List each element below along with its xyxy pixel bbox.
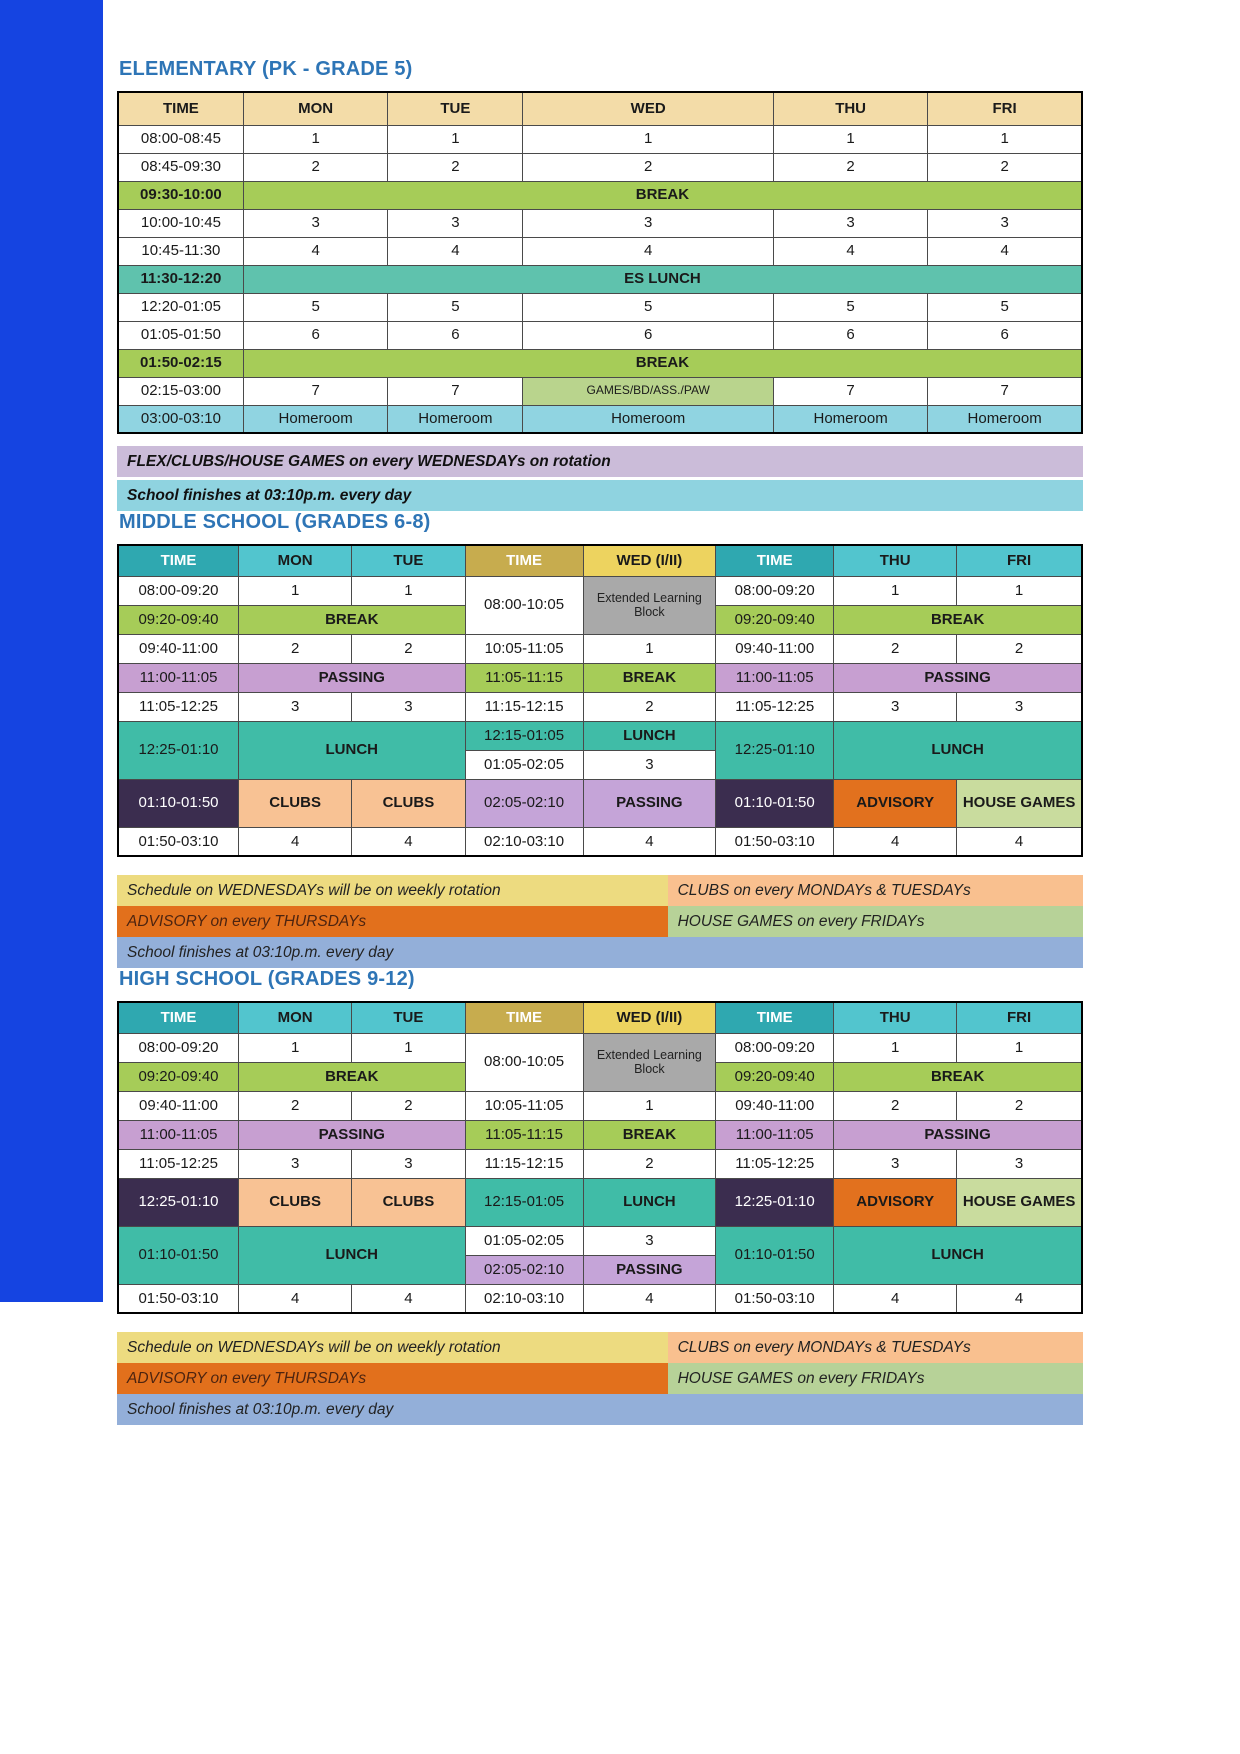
period-cell: 4 <box>834 827 957 856</box>
table-row <box>118 237 1082 265</box>
time-cell: 10:45-11:30 <box>118 237 243 265</box>
period-cell: 4 <box>834 1284 957 1313</box>
period-cell: 4 <box>928 237 1082 265</box>
period-cell: 7 <box>388 377 523 405</box>
extended-learning-block-cell: Extended Learning Block <box>583 1033 716 1091</box>
clubs-cell: CLUBS <box>239 779 352 827</box>
period-cell: 3 <box>957 1149 1082 1178</box>
col-header-time-wed: TIME <box>465 545 583 576</box>
time-cell: 09:20-09:40 <box>118 605 239 634</box>
lunch-cell: LUNCH <box>239 721 466 779</box>
time-cell: 08:00-08:45 <box>118 125 243 153</box>
section-title-elementary: ELEMENTARY (PK - GRADE 5) <box>119 58 413 80</box>
period-cell: 4 <box>523 237 774 265</box>
period-cell: 3 <box>388 209 523 237</box>
note-finish-time: School finishes at 03:10p.m. every day <box>117 480 1083 511</box>
time-cell: 11:05-12:25 <box>716 692 834 721</box>
period-cell: 1 <box>583 634 716 663</box>
note-house-games-day: HOUSE GAMES on every FRIDAYs <box>668 1363 1083 1394</box>
period-cell: 2 <box>352 634 465 663</box>
table-row <box>118 405 1082 433</box>
col-header-fri: FRI <box>957 545 1082 576</box>
period-cell: 1 <box>243 125 388 153</box>
note-finish-time: School finishes at 03:10p.m. every day <box>117 1394 1083 1425</box>
break-cell: BREAK <box>243 181 1082 209</box>
note-clubs-days: CLUBS on every MONDAYs & TUESDAYs <box>668 875 1083 906</box>
period-cell: 5 <box>928 293 1082 321</box>
time-cell: 09:20-09:40 <box>118 1062 239 1091</box>
note-advisory-day: ADVISORY on every THURSDAYs <box>117 1363 668 1394</box>
note-clubs-days: CLUBS on every MONDAYs & TUESDAYs <box>668 1332 1083 1363</box>
period-cell: 6 <box>243 321 388 349</box>
note-finish-time: School finishes at 03:10p.m. every day <box>117 937 1083 968</box>
table-row <box>118 349 1082 377</box>
time-cell: 12:20-01:05 <box>118 293 243 321</box>
time-cell: 03:00-03:10 <box>118 405 243 433</box>
col-header-mon: MON <box>239 545 352 576</box>
house-games-cell: HOUSE GAMES <box>957 779 1082 827</box>
col-header-mon: MON <box>239 1002 352 1033</box>
col-header-time: TIME <box>118 92 243 125</box>
col-header-wed: WED (I/II) <box>583 545 716 576</box>
period-cell: 2 <box>773 153 927 181</box>
time-cell: 09:40-11:00 <box>716 634 834 663</box>
time-cell: 11:30-12:20 <box>118 265 243 293</box>
clubs-cell: CLUBS <box>352 779 465 827</box>
clubs-cell: CLUBS <box>239 1178 352 1226</box>
break-cell: BREAK <box>583 1120 716 1149</box>
time-cell: 10:05-11:05 <box>465 1091 583 1120</box>
table-row <box>118 265 1082 293</box>
period-cell: 1 <box>834 576 957 605</box>
period-cell: 1 <box>239 576 352 605</box>
homeroom-cell: Homeroom <box>523 405 774 433</box>
period-cell: 3 <box>928 209 1082 237</box>
games-cell: GAMES/BD/ASS./PAW <box>523 377 774 405</box>
period-cell: 4 <box>773 237 927 265</box>
advisory-cell: ADVISORY <box>834 1178 957 1226</box>
time-cell: 01:10-01:50 <box>716 1226 834 1284</box>
extended-learning-block-cell: Extended Learning Block <box>583 576 716 634</box>
col-header-tue: TUE <box>352 1002 465 1033</box>
col-header-time: TIME <box>118 1002 239 1033</box>
period-cell: 5 <box>243 293 388 321</box>
table-header-row <box>118 92 1082 125</box>
period-cell: 1 <box>834 1033 957 1062</box>
period-cell: 5 <box>773 293 927 321</box>
period-cell: 1 <box>928 125 1082 153</box>
col-header-wed: WED <box>523 92 774 125</box>
notes-row <box>117 1332 1083 1363</box>
time-cell: 09:40-11:00 <box>118 634 239 663</box>
middle-school-table <box>117 544 1083 857</box>
table-row <box>118 1226 1082 1255</box>
col-header-thu: THU <box>834 545 957 576</box>
lunch-cell: LUNCH <box>239 1226 466 1284</box>
lunch-cell: LUNCH <box>834 721 1082 779</box>
period-cell: 2 <box>239 634 352 663</box>
table-row <box>118 1091 1082 1120</box>
time-cell: 01:05-02:05 <box>465 750 583 779</box>
table-row <box>118 827 1082 856</box>
period-cell: 2 <box>243 153 388 181</box>
period-cell: 3 <box>834 1149 957 1178</box>
notes-row <box>117 906 1083 937</box>
house-games-cell: HOUSE GAMES <box>957 1178 1082 1226</box>
break-cell: BREAK <box>239 605 466 634</box>
homeroom-cell: Homeroom <box>928 405 1082 433</box>
table-row <box>118 377 1082 405</box>
period-cell: 5 <box>523 293 774 321</box>
time-cell: 11:15-12:15 <box>465 1149 583 1178</box>
period-cell: 4 <box>352 827 465 856</box>
advisory-cell: ADVISORY <box>834 779 957 827</box>
section-title-high-school: HIGH SCHOOL (GRADES 9-12) <box>119 968 415 990</box>
note-advisory-day: ADVISORY on every THURSDAYs <box>117 906 668 937</box>
table-row <box>118 634 1082 663</box>
break-cell: BREAK <box>239 1062 466 1091</box>
period-cell: 2 <box>928 153 1082 181</box>
time-cell: 08:00-09:20 <box>716 1033 834 1062</box>
period-cell: 1 <box>957 1033 1082 1062</box>
time-cell: 11:05-12:25 <box>118 1149 239 1178</box>
time-cell: 01:50-03:10 <box>716 827 834 856</box>
period-cell: 3 <box>583 750 716 779</box>
table-row <box>118 1284 1082 1313</box>
period-cell: 2 <box>352 1091 465 1120</box>
period-cell: 7 <box>243 377 388 405</box>
time-cell: 02:05-02:10 <box>465 779 583 827</box>
table-row <box>118 779 1082 827</box>
break-cell: BREAK <box>583 663 716 692</box>
period-cell: 4 <box>239 1284 352 1313</box>
col-header-fri: FRI <box>957 1002 1082 1033</box>
time-cell: 08:45-09:30 <box>118 153 243 181</box>
col-header-time-wed: TIME <box>465 1002 583 1033</box>
time-cell: 12:15-01:05 <box>465 1178 583 1226</box>
time-cell: 09:30-10:00 <box>118 181 243 209</box>
table-row <box>118 1178 1082 1226</box>
passing-cell: PASSING <box>239 1120 466 1149</box>
table-row <box>118 181 1082 209</box>
period-cell: 2 <box>834 1091 957 1120</box>
table-row <box>118 293 1082 321</box>
period-cell: 2 <box>957 1091 1082 1120</box>
period-cell: 3 <box>957 692 1082 721</box>
time-cell: 11:05-11:15 <box>465 1120 583 1149</box>
high-school-table <box>117 1001 1083 1314</box>
break-cell: BREAK <box>834 605 1082 634</box>
col-header-thu: THU <box>834 1002 957 1033</box>
time-cell: 08:00-09:20 <box>118 576 239 605</box>
table-row <box>118 209 1082 237</box>
col-header-time: TIME <box>118 545 239 576</box>
period-cell: 5 <box>388 293 523 321</box>
time-cell: 11:00-11:05 <box>716 1120 834 1149</box>
col-header-fri: FRI <box>928 92 1082 125</box>
left-accent-bar <box>0 0 103 1302</box>
period-cell: 4 <box>583 827 716 856</box>
time-cell: 12:25-01:10 <box>716 721 834 779</box>
time-cell: 10:05-11:05 <box>465 634 583 663</box>
period-cell: 4 <box>388 237 523 265</box>
time-cell: 01:10-01:50 <box>118 1226 239 1284</box>
time-cell: 11:05-11:15 <box>465 663 583 692</box>
time-cell: 01:05-01:50 <box>118 321 243 349</box>
time-cell: 11:15-12:15 <box>465 692 583 721</box>
time-cell: 11:05-12:25 <box>716 1149 834 1178</box>
period-cell: 1 <box>773 125 927 153</box>
note-flex-rotation: FLEX/CLUBS/HOUSE GAMES on every WEDNESDAYs on rotation <box>117 446 1083 477</box>
lunch-cell: LUNCH <box>834 1226 1082 1284</box>
time-cell: 01:50-02:15 <box>118 349 243 377</box>
period-cell: 1 <box>352 1033 465 1062</box>
period-cell: 2 <box>834 634 957 663</box>
homeroom-cell: Homeroom <box>388 405 523 433</box>
col-header-time-2: TIME <box>716 545 834 576</box>
time-cell: 02:10-03:10 <box>465 1284 583 1313</box>
period-cell: 2 <box>957 634 1082 663</box>
period-cell: 3 <box>523 209 774 237</box>
passing-cell: PASSING <box>239 663 466 692</box>
schedule-page <box>117 0 1083 1425</box>
period-cell: 1 <box>352 576 465 605</box>
table-row <box>118 125 1082 153</box>
table-row <box>118 1149 1082 1178</box>
col-header-thu: THU <box>773 92 927 125</box>
table-row <box>118 153 1082 181</box>
lunch-cell: ES LUNCH <box>243 265 1082 293</box>
homeroom-cell: Homeroom <box>773 405 927 433</box>
time-cell: 08:00-10:05 <box>465 576 583 634</box>
passing-cell: PASSING <box>583 779 716 827</box>
table-row <box>118 1120 1082 1149</box>
passing-cell: PASSING <box>834 1120 1082 1149</box>
period-cell: 6 <box>773 321 927 349</box>
period-cell: 7 <box>928 377 1082 405</box>
time-cell: 08:00-09:20 <box>118 1033 239 1062</box>
period-cell: 1 <box>523 125 774 153</box>
period-cell: 4 <box>583 1284 716 1313</box>
col-header-time-2: TIME <box>716 1002 834 1033</box>
period-cell: 4 <box>957 827 1082 856</box>
period-cell: 3 <box>352 692 465 721</box>
note-wed-rotation: Schedule on WEDNESDAYs will be on weekly rotation <box>117 1332 668 1363</box>
period-cell: 4 <box>243 237 388 265</box>
time-cell: 01:10-01:50 <box>716 779 834 827</box>
table-header-row <box>118 1002 1082 1033</box>
elementary-table <box>117 91 1083 434</box>
time-cell: 08:00-10:05 <box>465 1033 583 1091</box>
break-cell: BREAK <box>834 1062 1082 1091</box>
time-cell: 02:15-03:00 <box>118 377 243 405</box>
period-cell: 7 <box>773 377 927 405</box>
period-cell: 6 <box>928 321 1082 349</box>
table-row <box>118 692 1082 721</box>
col-header-tue: TUE <box>352 545 465 576</box>
period-cell: 3 <box>583 1226 716 1255</box>
period-cell: 2 <box>583 692 716 721</box>
period-cell: 1 <box>388 125 523 153</box>
time-cell: 09:40-11:00 <box>118 1091 239 1120</box>
period-cell: 4 <box>352 1284 465 1313</box>
time-cell: 10:00-10:45 <box>118 209 243 237</box>
time-cell: 01:05-02:05 <box>465 1226 583 1255</box>
break-cell: BREAK <box>243 349 1082 377</box>
time-cell: 09:20-09:40 <box>716 605 834 634</box>
period-cell: 3 <box>243 209 388 237</box>
passing-cell: PASSING <box>834 663 1082 692</box>
period-cell: 6 <box>523 321 774 349</box>
lunch-cell: LUNCH <box>583 1178 716 1226</box>
period-cell: 3 <box>834 692 957 721</box>
period-cell: 4 <box>957 1284 1082 1313</box>
period-cell: 3 <box>773 209 927 237</box>
period-cell: 1 <box>239 1033 352 1062</box>
note-house-games-day: HOUSE GAMES on every FRIDAYs <box>668 906 1083 937</box>
passing-cell: PASSING <box>583 1255 716 1284</box>
table-row <box>118 1033 1082 1062</box>
time-cell: 12:25-01:10 <box>118 721 239 779</box>
period-cell: 3 <box>352 1149 465 1178</box>
table-header-row <box>118 545 1082 576</box>
notes-row <box>117 875 1083 906</box>
note-wed-rotation: Schedule on WEDNESDAYs will be on weekly rotation <box>117 875 668 906</box>
period-cell: 1 <box>957 576 1082 605</box>
time-cell: 09:20-09:40 <box>716 1062 834 1091</box>
col-header-mon: MON <box>243 92 388 125</box>
time-cell: 12:25-01:10 <box>716 1178 834 1226</box>
clubs-cell: CLUBS <box>352 1178 465 1226</box>
period-cell: 3 <box>239 692 352 721</box>
period-cell: 2 <box>388 153 523 181</box>
time-cell: 11:00-11:05 <box>118 1120 239 1149</box>
lunch-cell: LUNCH <box>583 721 716 750</box>
time-cell: 01:50-03:10 <box>118 1284 239 1313</box>
time-cell: 11:00-11:05 <box>118 663 239 692</box>
time-cell: 11:05-12:25 <box>118 692 239 721</box>
notes-row <box>117 1363 1083 1394</box>
time-cell: 12:25-01:10 <box>118 1178 239 1226</box>
col-header-tue: TUE <box>388 92 523 125</box>
period-cell: 2 <box>523 153 774 181</box>
table-row <box>118 321 1082 349</box>
period-cell: 2 <box>583 1149 716 1178</box>
time-cell: 11:00-11:05 <box>716 663 834 692</box>
table-row <box>118 576 1082 605</box>
time-cell: 01:50-03:10 <box>118 827 239 856</box>
time-cell: 01:10-01:50 <box>118 779 239 827</box>
time-cell: 08:00-09:20 <box>716 576 834 605</box>
period-cell: 3 <box>239 1149 352 1178</box>
table-row <box>118 663 1082 692</box>
homeroom-cell: Homeroom <box>243 405 388 433</box>
period-cell: 1 <box>583 1091 716 1120</box>
time-cell: 01:50-03:10 <box>716 1284 834 1313</box>
time-cell: 02:05-02:10 <box>465 1255 583 1284</box>
time-cell: 02:10-03:10 <box>465 827 583 856</box>
period-cell: 2 <box>239 1091 352 1120</box>
period-cell: 4 <box>239 827 352 856</box>
time-cell: 12:15-01:05 <box>465 721 583 750</box>
col-header-wed: WED (I/II) <box>583 1002 716 1033</box>
table-row <box>118 721 1082 750</box>
time-cell: 09:40-11:00 <box>716 1091 834 1120</box>
period-cell: 6 <box>388 321 523 349</box>
section-title-middle-school: MIDDLE SCHOOL (GRADES 6-8) <box>119 511 431 533</box>
